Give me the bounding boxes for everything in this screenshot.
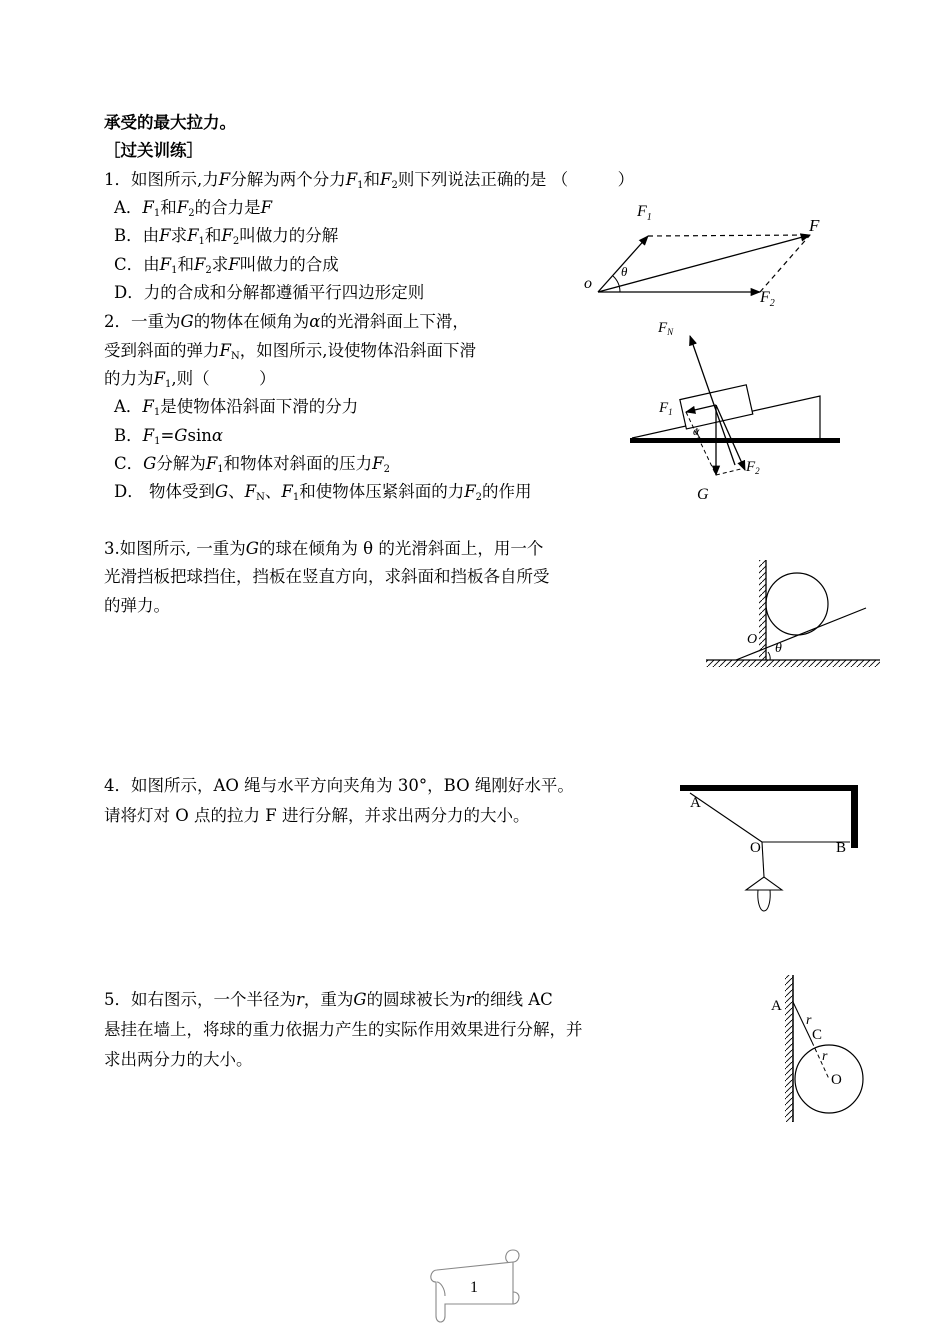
label-a: A xyxy=(771,998,782,1014)
ceiling-bar xyxy=(680,785,858,791)
page-number-scroll xyxy=(431,1250,519,1322)
section-title: ［过关训练］ xyxy=(104,141,203,160)
page-number: 1 xyxy=(470,1279,478,1296)
q2-stem-line2: 受到斜面的弹力$F_N$，如图所示,设使物体沿斜面下滑 xyxy=(104,341,476,362)
q1-option-d: D．力的合成和分解都遵循平行四边形定则 xyxy=(114,283,425,302)
q2-option-d: D． 物体受到G、$F_N$、$F_1$和使物体压紧斜面的力$F_2$的作用 xyxy=(114,482,532,503)
right-wall-bar xyxy=(851,785,858,848)
label-f1: $F_1$ xyxy=(659,400,673,417)
label-b: B xyxy=(836,840,847,856)
q4-stem-line2: 请将灯对 O 点的拉力 F 进行分解，并求出两分力的大小。 xyxy=(104,806,530,825)
label-o: o xyxy=(584,275,592,292)
q5-stem-line2: 悬挂在墙上，将球的重力依据力产生的实际作用效果进行分解，并 xyxy=(104,1020,583,1039)
q2-option-a: A．$F_1$是使物体沿斜面下滑的分力 xyxy=(114,397,359,418)
q5-figure xyxy=(771,975,863,1122)
q1-stem: 1．如图所示,力F分解为两个分力$F_1$和$F_2$则下列说法正确的是 （ ） xyxy=(104,170,635,191)
q3-stem-line2: 光滑挡板把球挡住，挡板在竖直方向，求斜面和挡板各自所受 xyxy=(104,567,550,586)
theta-arc xyxy=(768,652,770,660)
q5-stem-line3: 求出两分力的大小。 xyxy=(104,1050,253,1069)
vector-f xyxy=(598,235,810,292)
label-g: G xyxy=(697,486,709,503)
label-f2: $F_2$ xyxy=(760,289,775,309)
label-f2: $F_2$ xyxy=(746,459,760,476)
q4-stem-line1: 4．如图所示，AO 绳与水平方向夹角为 30°，BO 绳刚好水平。 xyxy=(104,776,574,795)
label-o: O xyxy=(747,632,758,647)
q2-option-b: B．$F_1=Gsin\alpha$ xyxy=(114,426,224,447)
lamp-bulb xyxy=(758,890,770,911)
q5-stem-line1: 5．如右图示，一个半径为r，重为G的圆球被长为r的细线 AC xyxy=(104,990,553,1009)
label-r-radius: r xyxy=(822,1049,828,1064)
label-f: F xyxy=(809,216,820,235)
label-o: O xyxy=(831,1072,842,1088)
label-theta: θ xyxy=(775,641,782,656)
ground-bar xyxy=(630,438,840,443)
label-theta: θ xyxy=(621,264,628,279)
label-a: A xyxy=(690,795,701,811)
carryover-text: 承受的最大拉力。 xyxy=(104,113,236,132)
label-r-rope: r xyxy=(806,1013,812,1028)
q2-stem-line3: 的力为$F_1$,则（ ） xyxy=(104,369,276,390)
lamp-shade xyxy=(746,877,782,890)
q2-figure xyxy=(630,320,840,503)
label-c: C xyxy=(812,1027,823,1043)
q2-option-c: C．G分解为$F_1$和物体对斜面的压力$F_2$ xyxy=(114,454,390,475)
dashed-edge-right xyxy=(760,235,810,292)
wall-hatch xyxy=(759,560,766,660)
q1-figure xyxy=(584,203,820,309)
wall-hatch xyxy=(785,975,793,1122)
dashed-edge-top xyxy=(648,235,810,236)
q1-option-b: B．由F求$F_1$和$F_2$叫做力的分解 xyxy=(114,226,339,247)
label-fn: $F_N$ xyxy=(658,320,674,337)
label-o: O xyxy=(750,840,761,856)
q3-stem-line1: 3.如图所示, 一重为G的球在倾角为 θ 的光滑斜面上，用一个 xyxy=(104,539,544,558)
dashed-parallel-2 xyxy=(716,468,745,475)
q3-figure xyxy=(706,560,880,667)
theta-arc xyxy=(613,276,620,292)
label-alpha: α xyxy=(693,424,700,438)
lamp-cord xyxy=(762,842,764,877)
q4-figure xyxy=(680,785,858,911)
q1-option-a: A．$F_1$和$F_2$的合力是F xyxy=(114,198,273,219)
q1-option-c: C．由$F_1$和$F_2$求F叫做力的合成 xyxy=(114,255,339,276)
ground-hatch xyxy=(706,660,880,667)
q3-stem-line3: 的弹力。 xyxy=(104,596,170,615)
ball xyxy=(766,573,828,635)
label-f1: $F_1$ xyxy=(637,203,652,223)
q2-stem-line1: 2．一重为G的物体在倾角为α的光滑斜面上下滑， xyxy=(104,312,469,331)
